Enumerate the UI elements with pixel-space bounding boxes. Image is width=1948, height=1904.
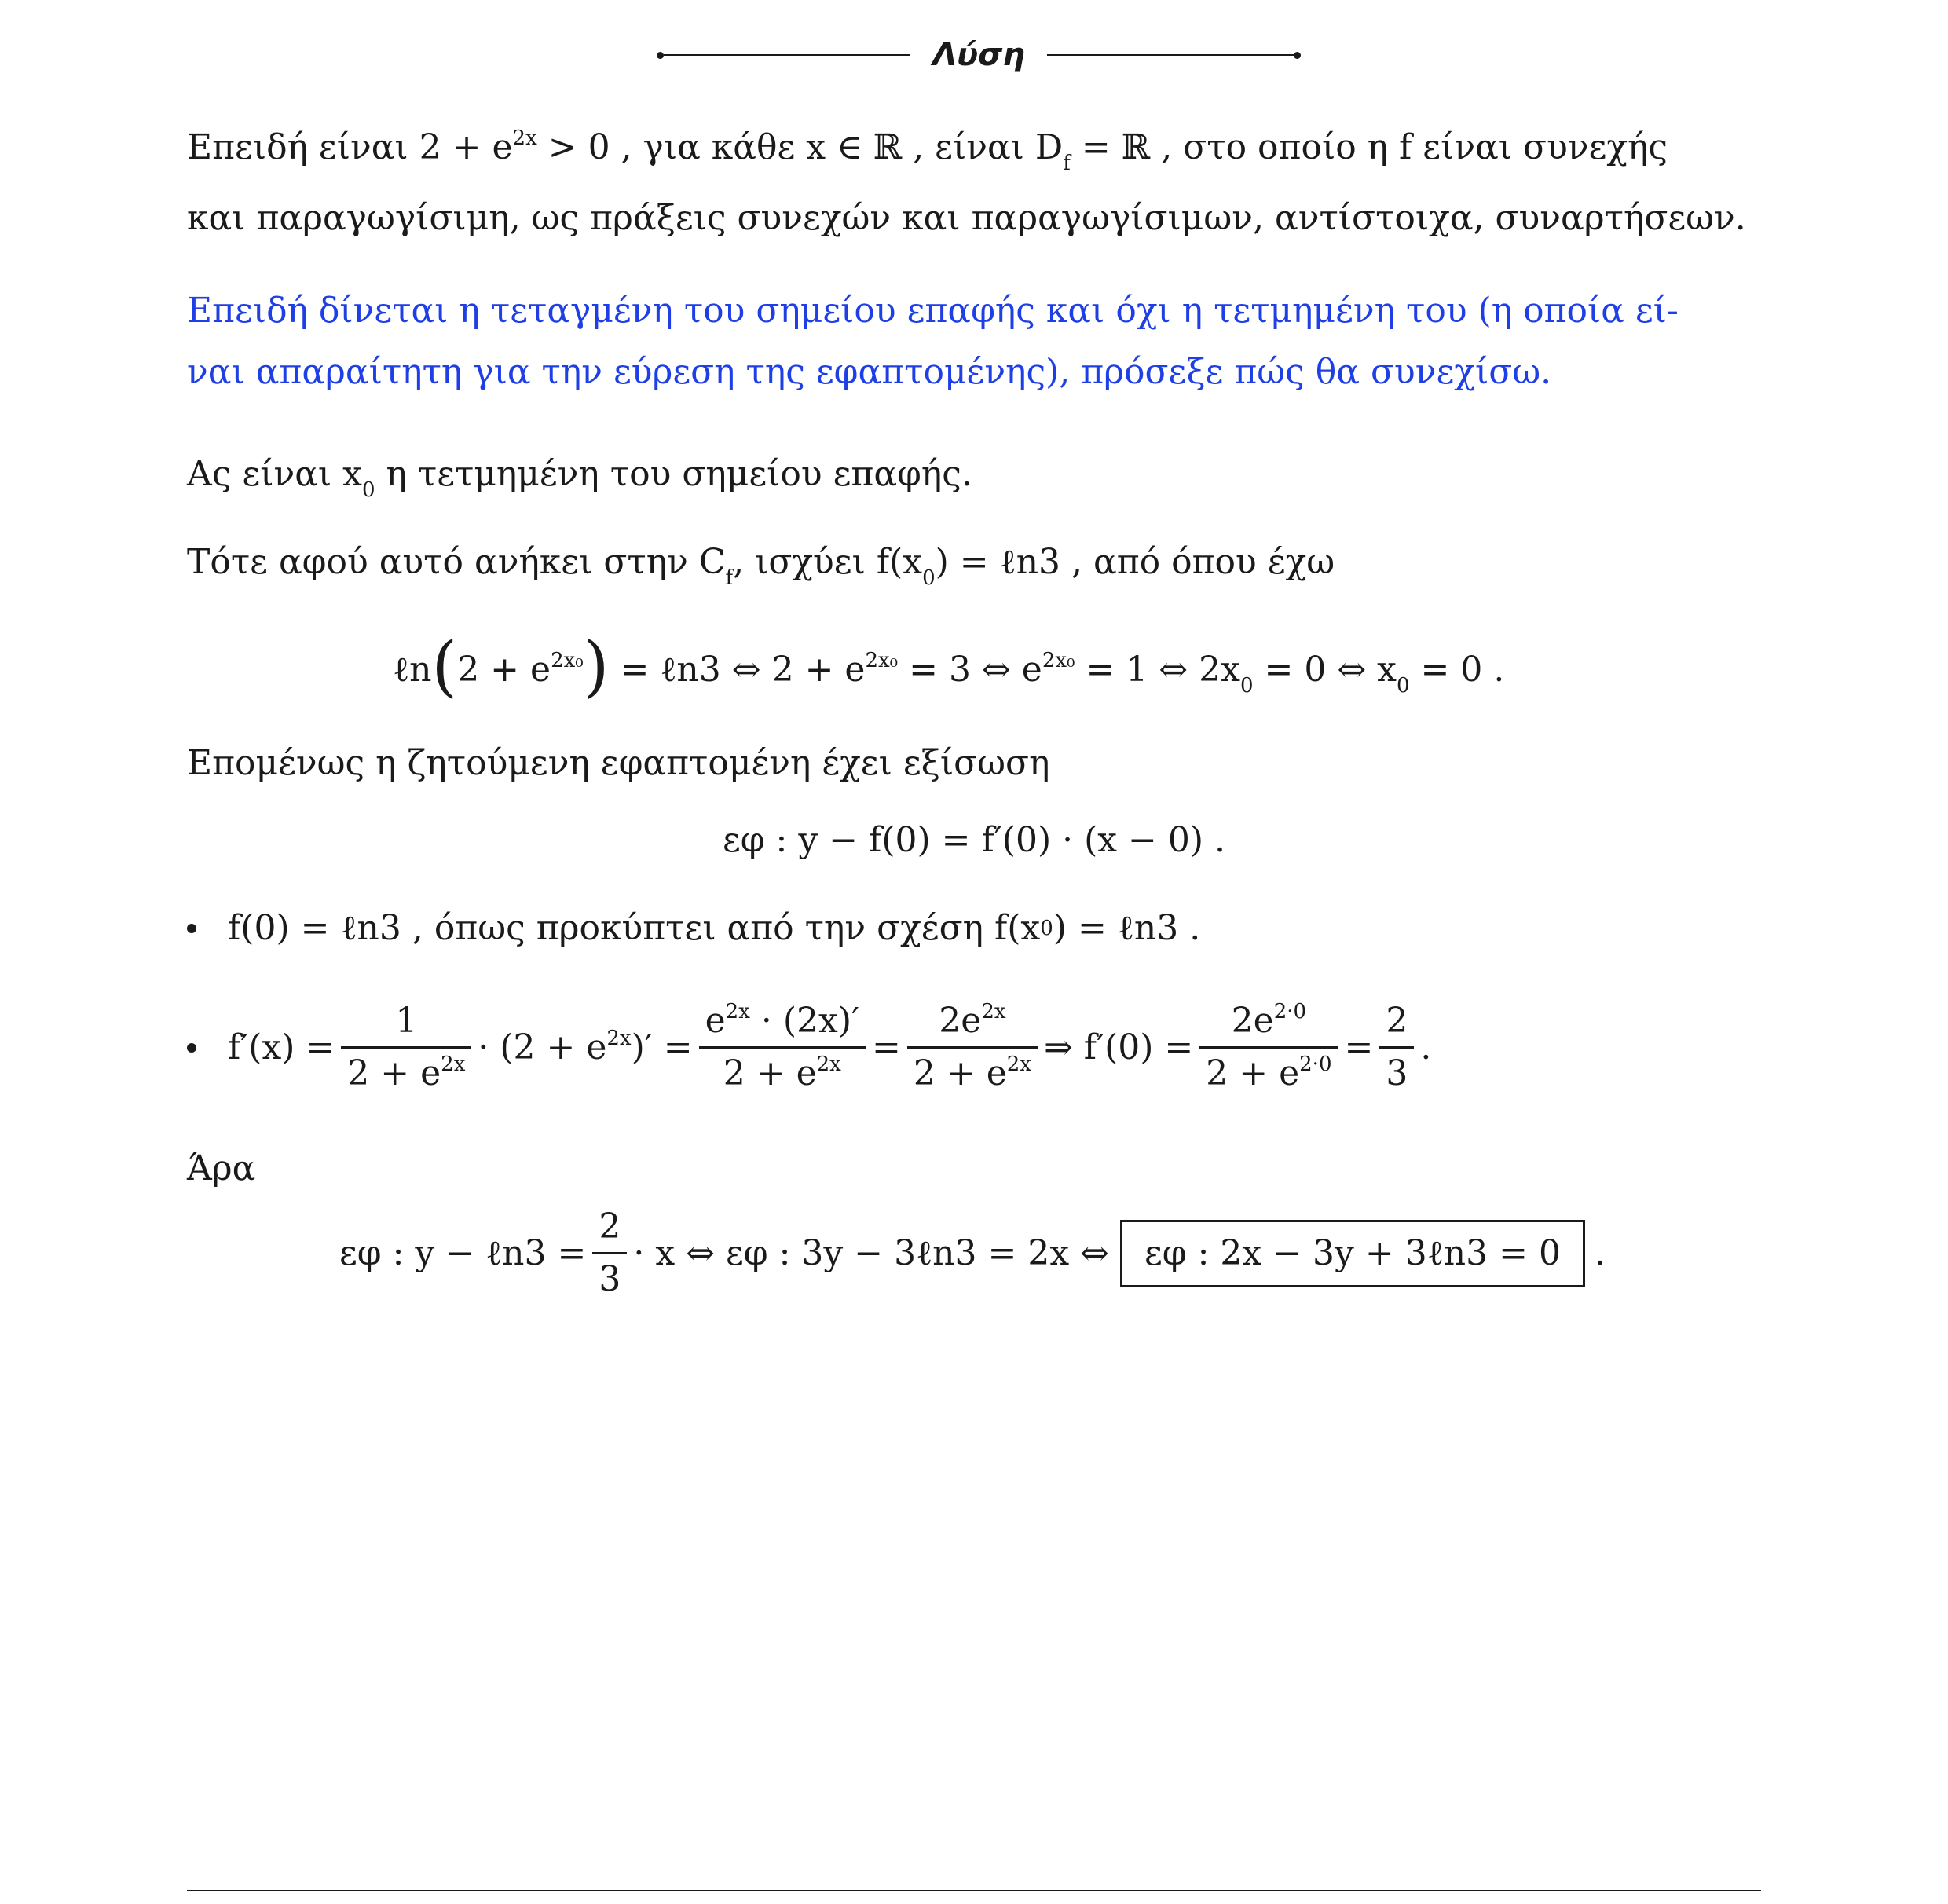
math-segment: ℓn xyxy=(393,650,432,690)
exponent: 2x xyxy=(441,1053,466,1076)
let-x0-line xyxy=(187,451,972,502)
math-segment: · x ⇔ εφ : 3y − 3ℓn3 = 2x ⇔ xyxy=(633,1232,1109,1273)
math-segment: = 0 . xyxy=(1409,650,1505,690)
header-right-rule xyxy=(1047,54,1294,56)
math-segment: 2e xyxy=(939,1001,982,1041)
math-segment xyxy=(478,1027,692,1067)
big-paren-close: ) xyxy=(583,628,610,705)
subscript: 0 xyxy=(1397,674,1410,698)
therefore-line: Άρα xyxy=(187,1148,256,1188)
numerator xyxy=(699,996,866,1046)
denominator xyxy=(717,1049,848,1099)
math-segment: 2 + e xyxy=(457,650,551,690)
math-segment: = 1 ⇔ 2x xyxy=(1075,650,1240,690)
exponent: 2·0 xyxy=(1273,1000,1307,1023)
big-paren-open: ( xyxy=(431,628,458,705)
bullet-f0: f(0) = ℓn3 , όπως προκύπτει από την σχέση f(x 0 ) = ℓn3 . xyxy=(187,908,1200,948)
exponent: 2·0 xyxy=(1299,1053,1332,1076)
equation-x0-solve xyxy=(393,628,1505,705)
math-segment: 2 + e xyxy=(723,1053,817,1093)
exponent: 2x xyxy=(606,1027,632,1050)
header-left-dot xyxy=(657,52,664,59)
text-segment: = ℝ , στο οποίο η f είναι συνεχής xyxy=(1070,127,1668,167)
math-segment: f(0) = ℓn3 , όπως προκύπτει από την σχέση f(x xyxy=(228,908,1041,948)
math-segment: 2 + e xyxy=(347,1053,441,1093)
exponent: 2x xyxy=(816,1053,841,1076)
solution-header xyxy=(657,31,1301,79)
fraction-5 xyxy=(1379,996,1414,1099)
subscript: 0 xyxy=(922,566,936,590)
math-segment: · (2 + e xyxy=(478,1027,607,1067)
exponent: 2x xyxy=(1006,1053,1031,1076)
solution-title: Λύση xyxy=(932,37,1025,73)
numerator: 2 xyxy=(1386,1001,1408,1041)
paragraph-domain-line2: και παραγωγίσιμη, ως πράξεις συνεχών και παραγωγίσιμων, αντίστοιχα, συναρτήσεων. xyxy=(187,198,1746,238)
math-segment: · (2x)′ xyxy=(749,1001,859,1041)
math-segment: = ℓn3 ⇔ 2 + e xyxy=(609,650,866,690)
note-line2: ναι απαραίτητη για την εύρεση της εφαπτομένης), πρόσεξε πώς θα συνεχίσω. xyxy=(187,352,1552,392)
derivative-expression xyxy=(228,996,1431,1099)
math-segment: ) = ℓn3 . xyxy=(1053,908,1201,948)
exponent: 2x xyxy=(725,1000,750,1023)
text-segment: ) = ℓn3 , από όπου έχω xyxy=(935,542,1335,582)
math-segment: = 3 ⇔ e xyxy=(898,650,1042,690)
numerator: 1 xyxy=(395,1001,418,1041)
math-segment: > 0 , για κάθε x ∈ ℝ , είναι D xyxy=(536,127,1064,167)
note-line1: Επειδή δίνεται η τεταγμένη του σημείου επαφής και όχι η τετμημένη του (η οποία εί- xyxy=(187,291,1679,331)
fraction-2 xyxy=(699,996,866,1099)
math-segment: )′ = xyxy=(631,1027,693,1067)
subscript: 0 xyxy=(361,478,375,502)
header-right-dot xyxy=(1294,52,1301,59)
math-segment: 2 + e xyxy=(1206,1053,1300,1093)
boxed-answer: εφ : 2x − 3y + 3ℓn3 = 0 xyxy=(1120,1220,1585,1287)
tangent-equation: εφ : y − f(0) = f′(0) · (x − 0) . xyxy=(722,820,1226,860)
fraction-3 xyxy=(907,996,1038,1099)
exponent: 2x₀ xyxy=(1042,649,1075,672)
text-segment: Τότε αφού αυτό ανήκει στην C xyxy=(187,542,726,582)
subscript: f xyxy=(1063,152,1071,175)
then-line xyxy=(187,539,1335,590)
math-segment: 2 + e xyxy=(913,1053,1007,1093)
exponent: 2x₀ xyxy=(865,649,899,672)
paragraph-domain-line1 xyxy=(187,124,1668,175)
math-segment: = xyxy=(1344,1027,1374,1067)
exponent: 2x₀ xyxy=(551,649,584,672)
final-equation-row xyxy=(339,1202,1606,1305)
bullet-dot xyxy=(187,1043,196,1053)
math-segment: εφ : y − ℓn3 = xyxy=(339,1232,587,1273)
bullet-derivative xyxy=(187,996,1431,1099)
math-segment: = xyxy=(871,1027,901,1067)
math-segment: . xyxy=(1594,1232,1606,1273)
fraction-two-thirds xyxy=(592,1202,627,1305)
numerator xyxy=(1225,996,1313,1046)
text-segment: , ισχύει f(x xyxy=(733,542,923,582)
fraction-1 xyxy=(341,996,471,1099)
footer-rule xyxy=(187,1890,1761,1891)
numerator: 2 xyxy=(599,1206,621,1247)
denominator: 3 xyxy=(599,1259,621,1299)
subscript: f xyxy=(725,566,734,590)
header-left-rule xyxy=(664,54,910,56)
math-segment: f′(x) = xyxy=(228,1027,335,1067)
fraction-4 xyxy=(1199,996,1338,1099)
text-segment: η τετμημένη του σημείου επαφής. xyxy=(375,454,972,494)
math-segment: = 0 ⇔ x xyxy=(1253,650,1397,690)
denominator xyxy=(1199,1049,1338,1099)
bullet-dot xyxy=(187,924,196,933)
denominator: 3 xyxy=(1386,1053,1408,1093)
math-segment: . xyxy=(1420,1027,1432,1067)
math-segment: 2 + e xyxy=(419,127,513,167)
math-segment: 2e xyxy=(1231,1001,1274,1041)
subscript: 0 xyxy=(1239,674,1254,698)
denominator xyxy=(907,1049,1038,1099)
exponent: 2x xyxy=(981,1000,1006,1023)
math-segment: ⇒ f′(0) = xyxy=(1043,1027,1194,1067)
numerator xyxy=(932,996,1012,1046)
exponent: 2x xyxy=(512,126,537,150)
math-segment: e xyxy=(705,1001,726,1041)
text-segment: Επειδή είναι xyxy=(187,127,419,167)
text-segment: Ας είναι x xyxy=(187,454,362,494)
denominator xyxy=(341,1049,471,1099)
hence-line: Επομένως η ζητούμενη εφαπτομένη έχει εξίσωση xyxy=(187,743,1050,783)
final-equation xyxy=(339,1202,1606,1305)
